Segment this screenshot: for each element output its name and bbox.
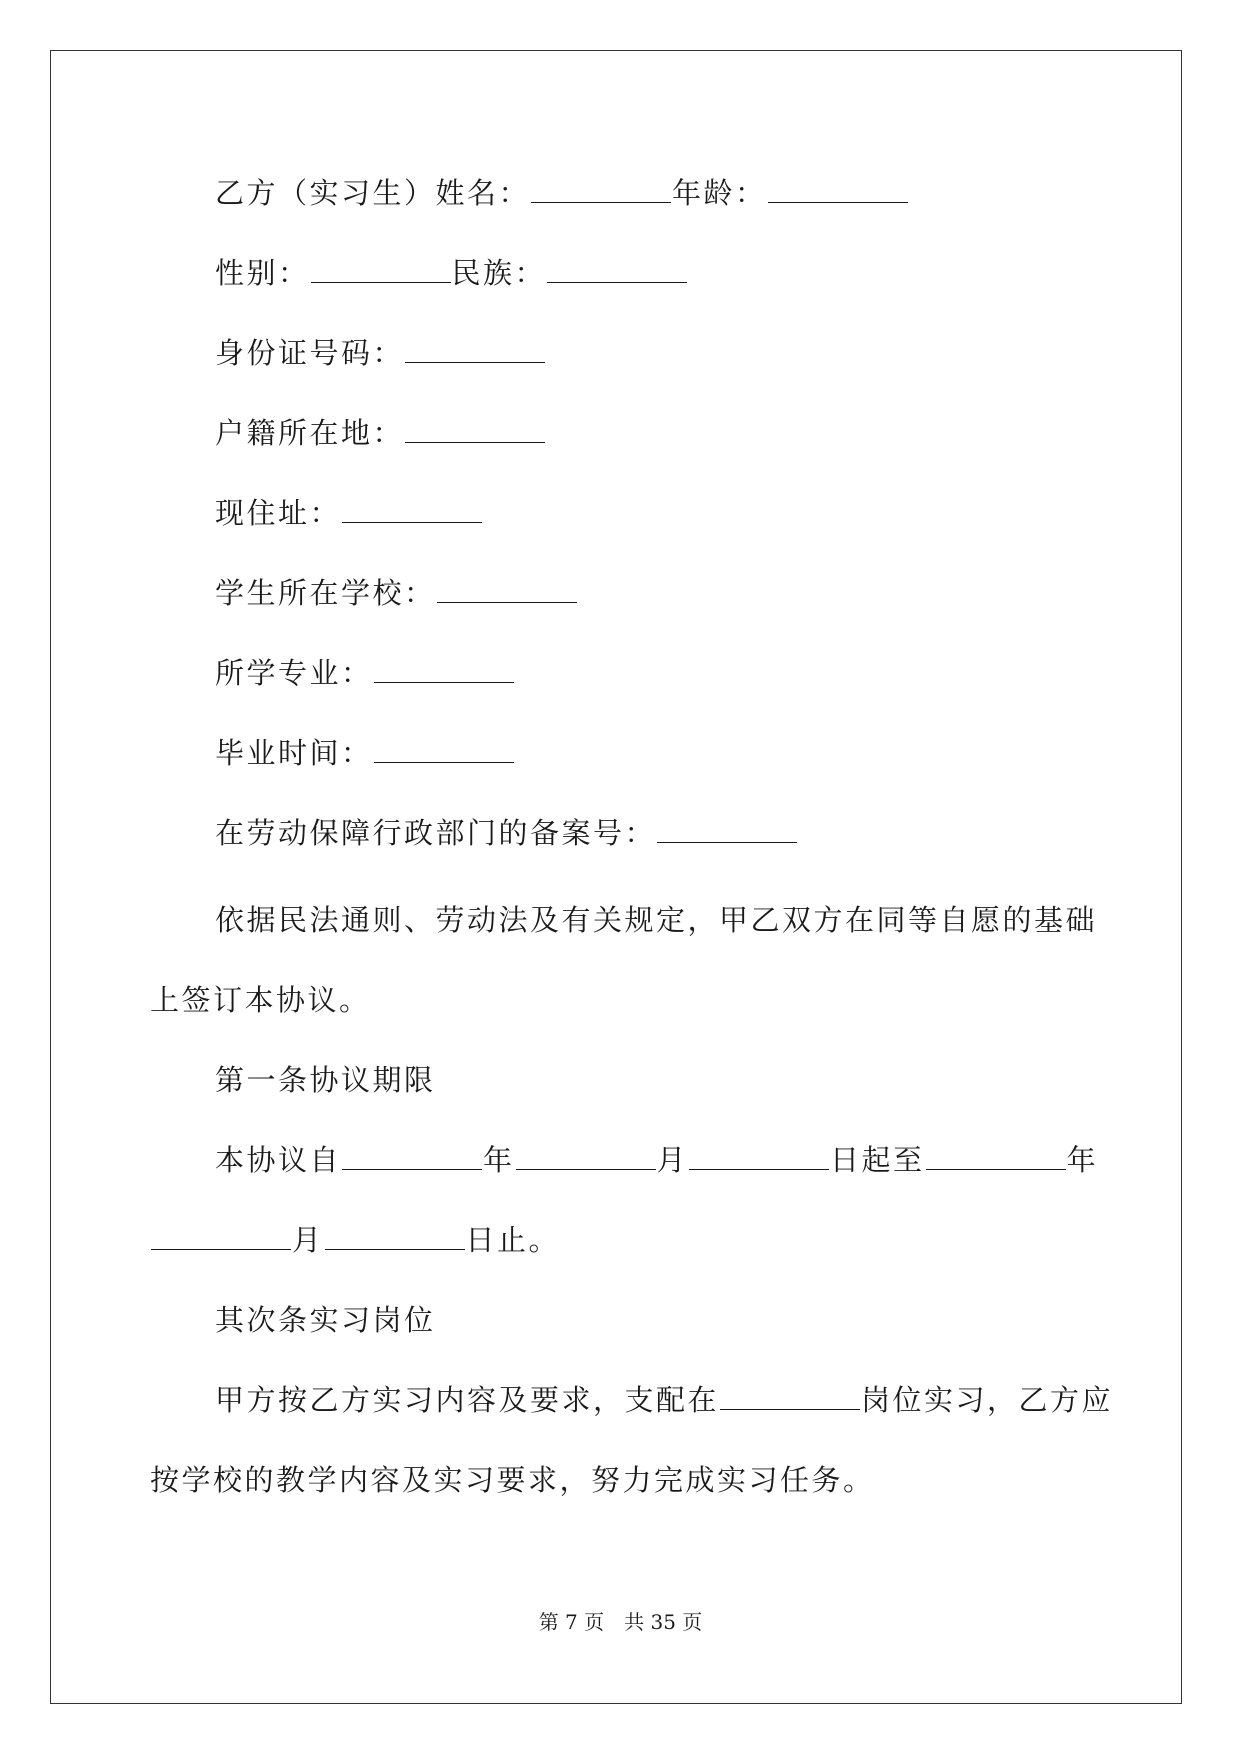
paragraph-task: 按学校的教学内容及实习要求，努力完成实习任务。 [150, 1463, 875, 1497]
line-record-number [215, 813, 798, 853]
line-id-number [215, 333, 546, 373]
line-term-from [215, 1140, 1098, 1180]
line-gender [215, 253, 688, 293]
heading-article-2: 其次条实习岗位 [215, 1303, 436, 1337]
line-household [215, 413, 546, 453]
line-major [215, 653, 515, 693]
text-day-end: 日止。 [465, 1223, 561, 1257]
label-gender: 性别： [215, 256, 310, 290]
blank-age [768, 176, 908, 203]
blank-from-year [342, 1143, 482, 1170]
line-party-b-name [215, 173, 909, 213]
label-household: 户籍所在地： [215, 416, 405, 450]
text-day-to: 日起至 [830, 1143, 925, 1177]
blank-school [437, 576, 577, 603]
page-number: 第 7 页 [538, 1610, 605, 1634]
blank-to-day [325, 1223, 465, 1250]
blank-id-number [405, 336, 545, 363]
blank-from-month [516, 1143, 656, 1170]
text-from: 本协议自 [215, 1143, 342, 1177]
label-record-number: 在劳动保障行政部门的备案号： [215, 816, 657, 850]
blank-record-number [657, 816, 797, 843]
label-id-number: 身份证号码： [215, 336, 405, 370]
text-position-post: 岗位实习，乙方应 [861, 1383, 1114, 1417]
blank-gender [311, 256, 451, 283]
blank-to-year [926, 1143, 1066, 1170]
page-total: 共 35 页 [624, 1610, 703, 1634]
blank-household [405, 416, 545, 443]
line-position [215, 1380, 1113, 1420]
paragraph-basis-line1: 依据民法通则、劳动法及有关规定，甲乙双方在同等自愿的基础 [215, 903, 1098, 937]
line-graduation [215, 733, 515, 773]
line-school [215, 573, 578, 613]
label-school: 学生所在学校： [215, 576, 436, 610]
label-graduation: 毕业时间： [215, 736, 373, 770]
text-month-1: 月 [656, 1143, 689, 1177]
text-year-1: 年 [483, 1143, 515, 1177]
label-major: 所学专业： [215, 656, 373, 690]
blank-address [342, 496, 482, 523]
blank-ethnicity [547, 256, 687, 283]
text-position-pre: 甲方按乙方实习内容及要求，支配在 [215, 1383, 720, 1417]
label-party-b-name: 乙方（实习生）姓名： [215, 176, 531, 210]
blank-graduation [374, 736, 514, 763]
heading-article-1: 第一条协议期限 [215, 1063, 436, 1097]
page-footer [0, 1610, 1241, 1634]
blank-from-day [689, 1143, 829, 1170]
label-age: 年龄： [672, 176, 767, 210]
blank-to-month [151, 1223, 291, 1250]
blank-major [374, 656, 514, 683]
line-address [215, 493, 483, 533]
blank-name [531, 176, 671, 203]
text-month-2: 月 [292, 1223, 324, 1257]
label-address: 现住址： [215, 496, 342, 530]
text-year-2: 年 [1066, 1143, 1099, 1177]
paragraph-basis-line2: 上签订本协议。 [150, 983, 371, 1017]
blank-position [720, 1383, 860, 1410]
page-border [50, 50, 1182, 1704]
line-term-to [150, 1220, 560, 1260]
label-ethnicity: 民族： [451, 256, 547, 290]
